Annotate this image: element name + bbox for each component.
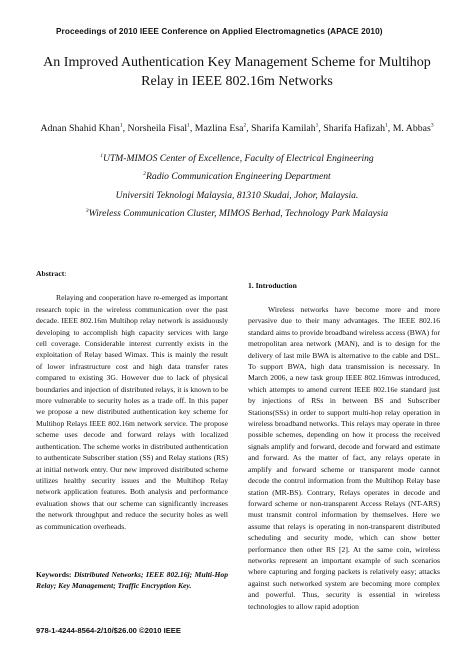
affiliation-3: Universiti Teknologi Malaysia, 81310 Skudai, Johor, Malaysia. [115, 190, 359, 202]
introduction-section [248, 281, 440, 612]
paper-title: An Improved Authentication Key Management Scheme for Multihop Relay in IEEE 802.16m Networks [43, 55, 431, 89]
affiliation-1: $^1$UTM-MIMOS Center of Excellence, Faculty of Electrical Engineering [100, 153, 374, 165]
author: M. Abbas$^3$ [392, 123, 434, 135]
keywords-text: Distributed Networks; IEEE 802.16j; Multi-Hop Relay; Key Management; Traffic Encryption Key. [36, 570, 228, 591]
author: Mazlina Esa$^2$, [194, 123, 252, 135]
affiliation-4: $^3$Wireless Communication Cluster, MIMOS Berhad, Technology Park Malaysia [85, 208, 389, 220]
author: Norsheila Fisal$^1$, [127, 123, 195, 135]
copyright-footer: 978-1-4244-8564-2/10/$26.00 ©2010 IEEE [36, 626, 181, 635]
conference-header: Proceedings of 2010 IEEE Conference on Applied Electromagnetics (APACE 2010) [56, 27, 383, 36]
abstract-heading: Abstract: [36, 269, 67, 278]
author-list [40, 120, 434, 136]
abstract-text: Relaying and cooperation have re-emerged as important research topic in the wireless communication over the past decade. IEEE 802.16m Multihop relay network is assiduously developing to accomplish high capacity services with large cell coverage. Considerable interest currently exists in the exploitation of Relay based Wimax. This is mainly the result of lower infrastructure cost and high data transfer rates compared to existing 3G. However due to lack of physical boundaries and injection of distributed relays, it is known to be more vulnerable to security holes as a trade off. In this paper we propose a new distributed authentication key scheme for Multihop Relays IEEE 802.16m network service. The propose scheme uses decode and forward relays with localized authentication. The scheme works in distributed authentication to authenticate Subscriber station (SS) and Relay stations (RS) at initial network entry. Our new improved distributed scheme utilizes healthy security issues and the Multihop Relay network application features. Both analysis and performance evaluation shows that our scheme can significantly increases the network throughput and reduce the security holes as well as communication overheads. [36, 293, 228, 531]
keywords [36, 569, 228, 592]
author: Sharifa Hafizah$^1$, [323, 123, 393, 135]
section-title: 1. Introduction [248, 281, 297, 290]
introduction-text: Wireless networks have become more and more pervasive due to their many advantages. The IEEE 802.16 standard aims to provide broadband wireless access (BWA) for metropolitan area network (MAN), and is to design for the delivery of last mile BWA is alternative to the cable and DSL. To support BWA, high data transmission is necessary. In March 2006, a new task group IEEE 802.16mwas introduced, which attempts to amend current IEEE 802.16e standard just by injections of RSs in between BS and Subscriber Stations(SSs) in order to support multi-hop relay operation in wireless broadband networks. This relays may operate in three possible schemes, depending on how it process the received signals amplify and forward, decode and forward and estimate and forward. As the matter of fact, any relays operate in amplify and forward scheme or transparent mode cannot decode the control information from the Multihop Relay base station (MR-BS). Contrary, Relays operates in decode and forward scheme or non-transparent Access Relays (NT-ARS) must transmit control information by themselves. Here we assume that relays is operating in non-transparent distributed scheduling and security mode, which can show better performance then other RS [2]. At the same coin, wireless networks represent an important example of such scenarios where capturing and forging packets is relatively easy; attacks against such networked system are becoming more complex and powerful. Thus, security is essential in wireless technologies to allow rapid adoption [248, 305, 440, 611]
abstract-section [36, 268, 228, 532]
author: Adnan Shahid Khan$^1$, [40, 123, 128, 135]
author: Sharifa Kamilah$^1$, [251, 123, 324, 135]
affiliation-2: $^2$Radio Communication Engineering Department [143, 171, 331, 183]
keywords-label: Keywords: [36, 570, 72, 579]
